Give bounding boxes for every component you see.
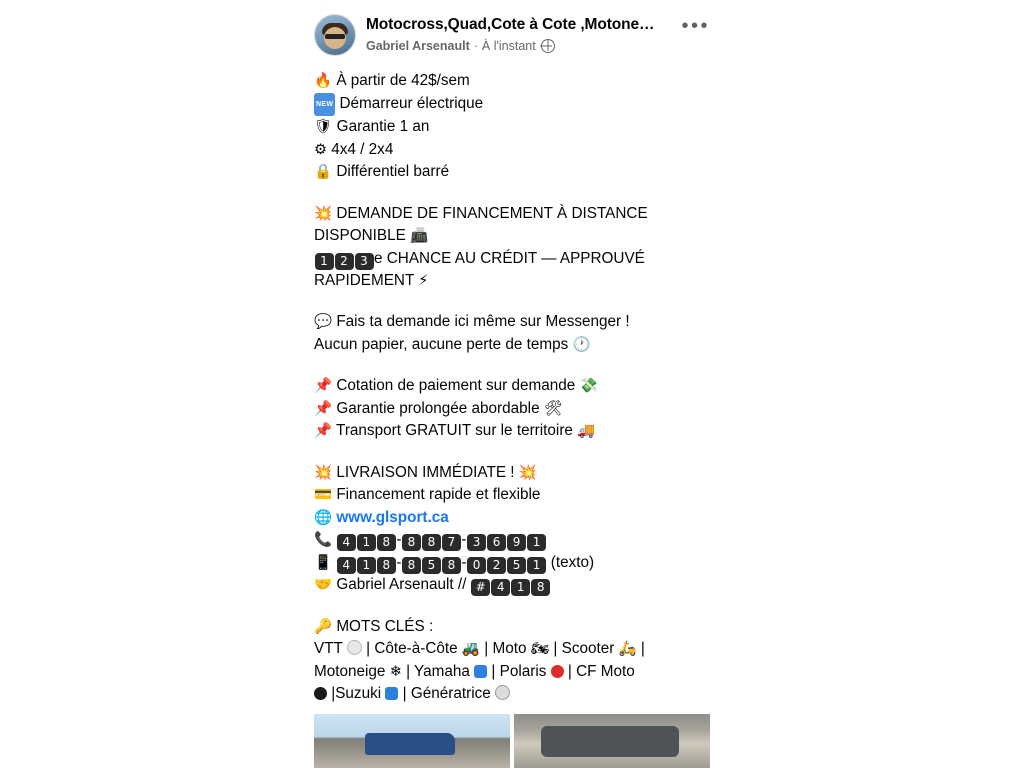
line-nopaper [314,334,710,357]
phone2-d2: 1 [357,557,376,574]
financing-text-2: DISPONIBLE [314,227,406,244]
generator-icon [495,685,510,700]
phone1-d4: 8 [402,534,421,551]
line-keywords-1 [314,638,710,661]
line-starter [314,93,710,117]
globe-emoji-icon: 🌐 [314,509,333,526]
line-financing-2 [314,225,710,248]
mobile-icon: 📱 [314,554,333,571]
clock-icon: 🕐 [572,336,591,353]
phone1-d6: 7 [442,534,461,551]
nopaper-text: Aucun papier, aucune perte de temps [314,335,569,353]
line-price [314,70,710,93]
price-text: À partir de 42$/sem [336,72,470,89]
phone-icon: 📞 [314,532,333,548]
line-delivery [314,462,710,485]
starter-text: Démarreur électrique [339,94,484,112]
phone1-dash2: - [461,531,467,548]
page-title[interactable]: Motocross,Quad,Cote à Cote ,Motone… [366,16,655,33]
new-badge-icon: NEW [314,93,335,117]
phone2-d8: 2 [487,557,506,574]
polaris-color-icon [551,665,564,678]
phone1-d1: 4 [337,534,356,551]
pin-icon-1: 📌 [314,378,333,394]
kw2c: | Polaris [491,662,547,680]
kw2a: Motoneige [314,662,386,680]
burst-icon-right: 💥 [518,464,537,481]
line-financing-1 [314,203,710,226]
line-flexible [314,484,710,507]
line-bullet-1 [314,375,710,398]
phone1-d8: 6 [487,534,506,551]
shield-icon: 🛡 [314,119,333,135]
kw1a: VTT [314,640,343,657]
globe-icon [541,39,555,53]
line-chance-2 [314,270,710,293]
post-body [314,70,710,746]
phone1-d9: 9 [507,534,526,551]
burst-icon: 💥 [314,205,333,222]
kw1b: | Côte-à-Côte [366,640,458,657]
line-phone-1 [314,529,710,552]
line-phone-2 [314,552,710,575]
bolt-icon: ⚡ [418,272,429,289]
hash-d1: 4 [491,579,510,596]
phone1-d2: 1 [357,534,376,551]
fire-icon: 🔥 [314,73,333,89]
keycap-2: 2 [335,253,354,270]
post-photo-2[interactable] [514,714,710,768]
line-keywords-title [314,616,710,639]
post-photo-grid[interactable] [314,714,710,768]
speech-icon: 💬 [314,314,333,330]
phone2-d9: 5 [507,557,526,574]
spacer-3 [314,356,710,375]
kw3b: | Génératrice [402,685,491,702]
phone2-d5: 5 [422,557,441,574]
post-header-text [366,14,710,54]
delivery-text: LIVRAISON IMMÉDIATE ! [336,463,515,481]
kw3a: |Suzuki [331,685,382,702]
line-bullet-2 [314,398,710,421]
phone2-d6: 8 [442,557,461,574]
lock-icon: 🔒 [314,164,333,180]
handshake-icon: 🤝 [314,577,333,593]
fax-icon: 📠 [410,228,429,244]
avatar[interactable] [314,14,356,56]
quad-icon [347,640,362,655]
moto-icon: 🏍 [530,641,550,657]
website-link[interactable]: www.glsport.ca [336,508,449,526]
line-warranty [314,116,710,139]
line-messenger [314,311,710,334]
kw1e: | [640,640,645,657]
money-icon: 💸 [579,378,598,394]
line-bullet-3 [314,420,710,443]
hash-keycap: # [471,579,490,596]
post-author[interactable]: Gabriel Arsenault [366,39,470,53]
gear-icon: ⚙ [314,141,327,158]
kw1c: | Moto [484,640,527,657]
phone1-d7: 3 [467,534,486,551]
financing-text-1: DEMANDE DE FINANCEMENT À DISTANCE [336,204,648,222]
kw2d: | CF Moto [567,662,635,680]
phone2-d7: 0 [467,557,486,574]
diff-text: Différentiel barré [336,163,450,180]
burst-icon-left: 💥 [314,464,333,481]
phone2-d1: 4 [337,557,356,574]
line-chance-1 [314,248,710,270]
line-keywords-3 [314,683,710,705]
warranty-text: Garantie 1 an [336,118,430,135]
avatar-glasses [325,34,345,39]
kw2b: | Yamaha [406,662,470,680]
truck-icon: 🚚 [577,423,596,439]
drive-text: 4x4 / 2x4 [331,140,394,158]
phone2-d10: 1 [527,557,546,574]
phone1-d10: 1 [527,534,546,551]
post-timestamp[interactable]: À l'instant [481,39,536,53]
flexible-text: Financement rapide et flexible [336,486,541,503]
keycap-3: 3 [355,253,374,270]
contact-name-text: Gabriel Arsenault // [336,576,467,593]
phone2-dash1: - [396,553,402,571]
phone2-d3: 8 [377,557,396,574]
suzuki-color-icon [385,687,398,700]
post-subline [366,38,710,54]
facebook-post [314,0,710,768]
subline-separator: · [473,39,478,53]
spacer-1 [314,184,710,203]
card-icon: 💳 [314,487,333,503]
chance-text-2: RAPIDEMENT [314,271,415,289]
line-website [314,507,710,530]
phone2-note: (texto) [550,553,595,571]
phone1-d3: 8 [377,534,396,551]
line-keywords-2 [314,661,710,684]
key-icon: 🔑 [314,618,333,635]
hash-d2: 1 [511,579,530,596]
cfmoto-color-icon [314,687,327,700]
sxs-icon: 🚜 [461,641,480,657]
more-options-button[interactable]: ••• [681,15,710,37]
phone2-d4: 8 [402,557,421,574]
line-contact [314,574,710,597]
post-header [314,0,710,56]
spacer-4 [314,443,710,462]
phone2-dash2: - [461,553,467,571]
bullet-3-text: Transport GRATUIT sur le territoire [336,422,573,439]
yamaha-color-icon [474,665,487,678]
spacer-2 [314,292,710,311]
phone1-d5: 8 [422,534,441,551]
post-photo-1[interactable] [314,714,510,768]
bullet-1-text: Cotation de paiement sur demande [336,377,576,394]
pin-icon-3: 📌 [314,423,333,439]
scooter-icon: 🛵 [618,641,637,657]
tools-icon: 🛠 [543,400,563,417]
bullet-2-text: Garantie prolongée abordable [336,399,540,417]
keywords-title-text: MOTS CLÉS : [336,617,434,635]
spacer-5 [314,597,710,616]
keycap-1: 1 [315,253,334,270]
line-drive [314,139,710,162]
snowflake-icon: ❄ [389,663,402,680]
chance-text-1: e CHANCE AU CRÉDIT — APPROUVÉ [374,249,645,267]
line-diff [314,161,710,184]
pin-icon-2: 📌 [314,400,333,417]
kw1d: | Scooter [553,640,615,657]
phone1-dash1: - [396,531,402,548]
hash-d3: 8 [531,579,550,596]
messenger-text: Fais ta demande ici même sur Messenger ! [336,313,630,330]
